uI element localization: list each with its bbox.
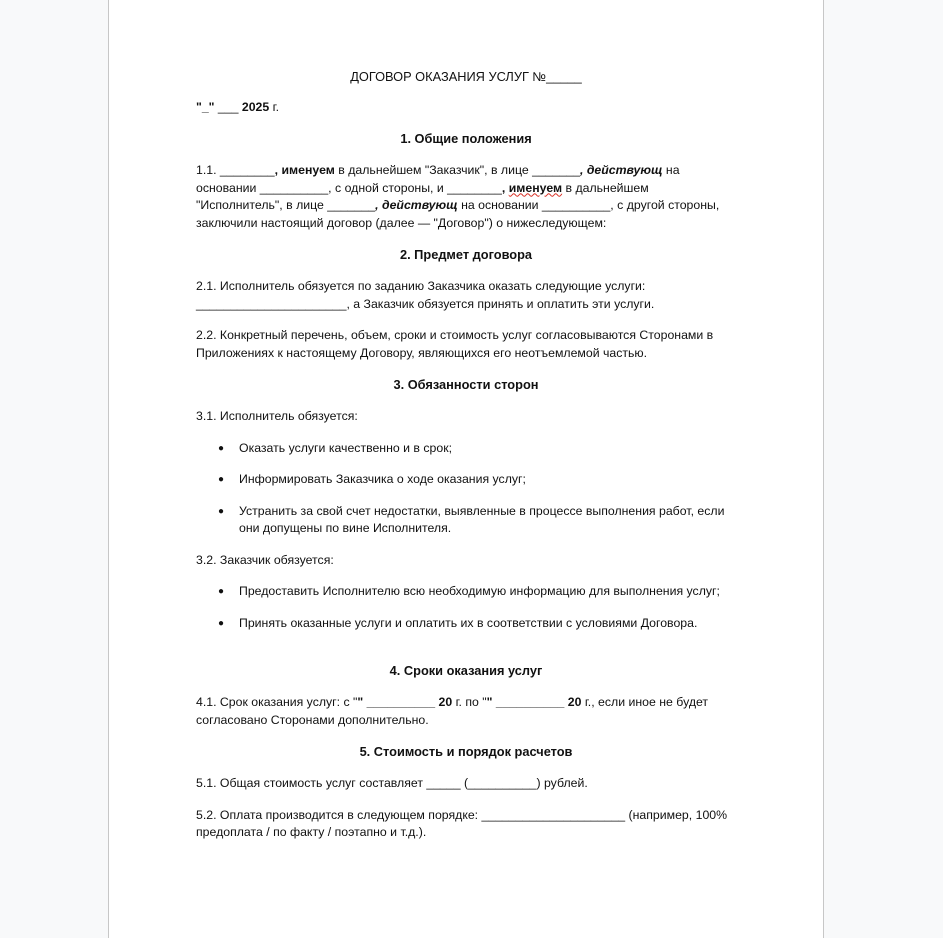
section-5-heading: 5. Стоимость и порядок расчетов	[359, 744, 573, 759]
list-item-text: Оказать услуги качественно и в срок;	[239, 440, 453, 455]
list-item	[196, 615, 736, 633]
list-item	[196, 503, 736, 538]
list-item-text: Принять оказанные услуги и оплатить их в соответствии с условиями Договора.	[239, 615, 698, 630]
date-blank: ___	[214, 99, 242, 114]
clause-2-1: 2.1. Исполнитель обязуется по заданию Заказчика оказать следующие услуги: ______________________, а Заказчик обязуется принять и оплатить эти услуги.	[196, 279, 655, 311]
bullet-icon: ●	[218, 505, 225, 517]
clause-bold: ,	[501, 180, 509, 195]
document-date	[196, 99, 736, 117]
list-item-text: Предоставить Исполнителю всю необходимую информацию для выполнения услуг;	[239, 584, 720, 598]
clause-bold: " __________ 20	[486, 695, 582, 709]
customer-duties-list	[196, 583, 736, 632]
bullet-icon: ●	[218, 474, 225, 485]
clause-bold: , именуем	[274, 163, 335, 177]
list-item	[196, 440, 736, 458]
bullet-icon: ●	[218, 442, 225, 454]
section-3-heading: 3. Обязанности сторон	[393, 377, 539, 392]
document-body[interactable]	[196, 68, 736, 856]
clause-bold-italic: , действующ	[375, 198, 458, 212]
clause-text: на основании __________, с одной стороны, и ________	[196, 163, 680, 195]
list-item-text: Устранить за свой счет недостатки, выявленные в процессе выполнения работ, если они допущены по вине Исполнителя.	[239, 503, 725, 535]
clause-text: г. по "	[452, 695, 487, 709]
section-1-heading: 1. Общие положения	[400, 131, 532, 146]
date-quote: "_"	[196, 99, 215, 114]
clause-text: 1.1. ________	[196, 163, 275, 177]
clause-text: г., если иное не будет согласовано Сторонами дополнительно.	[196, 695, 709, 727]
clause-2-2: 2.2. Конкретный перечень, объем, сроки и стоимость услуг согласовываются Сторонами в Приложениях к настоящему Договору, являющихся его неотъемлемой частью.	[196, 328, 714, 360]
section-4-heading: 4. Сроки оказания услуг	[389, 663, 543, 678]
clause-text: 4.1. Срок оказания услуг: с "	[196, 695, 358, 709]
clause-1-1	[196, 162, 736, 232]
clause-bold: " __________ 20	[357, 695, 453, 709]
date-suffix: г.	[269, 99, 280, 114]
bullet-icon: ●	[218, 586, 225, 597]
date-year: 2025	[241, 99, 270, 114]
bullet-icon: ●	[218, 617, 225, 629]
clause-5-1: 5.1. Общая стоимость услуг составляет _____ (__________) рублей.	[196, 776, 588, 790]
document-page[interactable]	[108, 0, 824, 938]
clause-text: в дальнейшем "Исполнитель", в лице _______	[196, 180, 649, 212]
clause-3-2: 3.2. Заказчик обязуется:	[196, 552, 334, 567]
clause-text: на основании __________, с другой стороны, заключили настоящий договор (далее — "Договор") о нижеследующем:	[196, 198, 720, 230]
list-item-text: Информировать Заказчика о ходе оказания услуг;	[239, 472, 526, 486]
clause-bold-italic: , действующ	[580, 163, 663, 177]
spellcheck-word[interactable]: именуем	[508, 180, 563, 195]
clause-3-1: 3.1. Исполнитель обязуется:	[196, 409, 358, 423]
clause-5-2: 5.2. Оплата производится в следующем порядке: _____________________ (например, 100% предоплата / по факту / поэтапно и т.д.).	[196, 807, 728, 839]
document-title: ДОГОВОР ОКАЗАНИЯ УСЛУГ №_____	[350, 69, 582, 84]
clause-4-1	[196, 694, 736, 729]
list-item	[196, 583, 736, 601]
clause-text: в дальнейшем "Заказчик", в лице _______	[334, 163, 580, 177]
section-2-heading: 2. Предмет договора	[399, 247, 533, 262]
list-item	[196, 471, 736, 489]
contractor-duties-list	[196, 440, 736, 538]
